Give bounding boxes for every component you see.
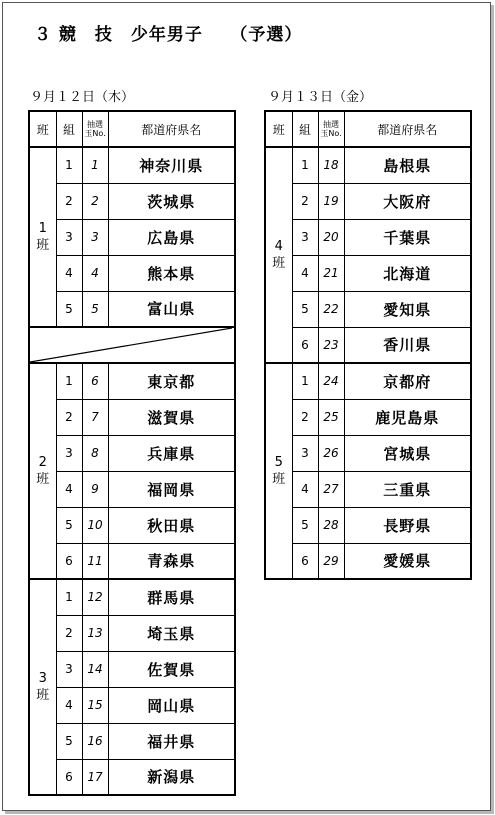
prefecture-cell: 島根県: [344, 147, 471, 183]
prefecture-cell: 青森県: [108, 543, 235, 579]
table-row: [29, 147, 235, 183]
table-header-row: [29, 111, 235, 147]
lot-number-cell: 20: [318, 219, 344, 255]
table-row: [29, 651, 235, 687]
table-row: [265, 291, 471, 327]
kumi-cell: 4: [56, 471, 82, 507]
kumi-cell: 5: [56, 723, 82, 759]
prefecture-cell: 兵庫県: [108, 435, 235, 471]
prefecture-cell: 佐賀県: [108, 651, 235, 687]
prefecture-cell: 福岡県: [108, 471, 235, 507]
header-kumi: 組: [56, 111, 82, 147]
kumi-cell: 3: [56, 651, 82, 687]
header-han: 班: [265, 111, 292, 147]
kumi-cell: 1: [56, 579, 82, 615]
han-cell: 2 班: [29, 363, 56, 579]
han-cell: 4 班: [265, 147, 292, 363]
lot-number-cell: 14: [82, 651, 108, 687]
lot-number-cell: 2: [82, 183, 108, 219]
table-row: [29, 363, 235, 399]
prefecture-cell: 香川県: [344, 327, 471, 363]
kumi-cell: 2: [292, 183, 318, 219]
table-row: [265, 183, 471, 219]
prefecture-cell: 秋田県: [108, 507, 235, 543]
table-row: [265, 363, 471, 399]
kumi-cell: 6: [56, 759, 82, 795]
table-row: [29, 183, 235, 219]
table-header-row: [265, 111, 471, 147]
prefecture-cell: 群馬県: [108, 579, 235, 615]
table-row: [29, 723, 235, 759]
lot-number-cell: 18: [318, 147, 344, 183]
table-row: [265, 219, 471, 255]
lot-number-cell: 29: [318, 543, 344, 579]
kumi-cell: 2: [56, 183, 82, 219]
header-prefecture: 都道府県名: [344, 111, 471, 147]
table-row: [265, 543, 471, 579]
table-row: [265, 507, 471, 543]
separator-cell: [29, 327, 235, 363]
table-row: [265, 147, 471, 183]
kumi-cell: 3: [292, 219, 318, 255]
table-row: [29, 291, 235, 327]
table-row: [265, 435, 471, 471]
lot-number-cell: 15: [82, 687, 108, 723]
kumi-cell: 2: [56, 615, 82, 651]
kumi-cell: 6: [56, 543, 82, 579]
page-title: ３ 競 技 少年男子 （予選）: [34, 25, 303, 45]
prefecture-cell: 岡山県: [108, 687, 235, 723]
kumi-cell: 4: [292, 255, 318, 291]
date-day2: ９月１３日（金）: [268, 90, 373, 105]
kumi-cell: 5: [56, 291, 82, 327]
kumi-cell: 5: [56, 507, 82, 543]
lot-number-cell: 27: [318, 471, 344, 507]
kumi-cell: 3: [292, 435, 318, 471]
lot-number-cell: 6: [82, 363, 108, 399]
separator-diagonal: [30, 328, 232, 362]
table-row: [29, 543, 235, 579]
table-row: [265, 471, 471, 507]
separator-line: [30, 328, 232, 362]
table-row: [29, 435, 235, 471]
kumi-cell: 6: [292, 543, 318, 579]
lot-number-cell: 10: [82, 507, 108, 543]
table-row: [29, 579, 235, 615]
lot-number-cell: 19: [318, 183, 344, 219]
kumi-cell: 2: [292, 399, 318, 435]
lot-number-cell: 11: [82, 543, 108, 579]
table-row: [29, 759, 235, 795]
kumi-cell: 1: [56, 147, 82, 183]
header-kumi: 組: [292, 111, 318, 147]
lot-number-cell: 23: [318, 327, 344, 363]
prefecture-cell: 三重県: [344, 471, 471, 507]
lot-number-cell: 24: [318, 363, 344, 399]
prefecture-cell: 宮城県: [344, 435, 471, 471]
prefecture-cell: 東京都: [108, 363, 235, 399]
lot-number-cell: 1: [82, 147, 108, 183]
kumi-cell: 6: [292, 327, 318, 363]
lot-number-cell: 26: [318, 435, 344, 471]
prefecture-cell: 長野県: [344, 507, 471, 543]
kumi-cell: 5: [292, 507, 318, 543]
lot-number-cell: 4: [82, 255, 108, 291]
prefecture-cell: 広島県: [108, 219, 235, 255]
kumi-cell: 1: [56, 363, 82, 399]
prefecture-cell: 埼玉県: [108, 615, 235, 651]
prefecture-cell: 大阪府: [344, 183, 471, 219]
kumi-cell: 1: [292, 147, 318, 183]
schedule-table-day2: [264, 110, 472, 580]
table-row: [29, 471, 235, 507]
lot-number-cell: 25: [318, 399, 344, 435]
prefecture-cell: 千葉県: [344, 219, 471, 255]
prefecture-cell: 愛媛県: [344, 543, 471, 579]
table-row: [265, 399, 471, 435]
header-lot-no: [318, 111, 344, 147]
prefecture-cell: 新潟県: [108, 759, 235, 795]
prefecture-cell: 鹿児島県: [344, 399, 471, 435]
prefecture-cell: 茨城県: [108, 183, 235, 219]
han-cell: 1 班: [29, 147, 56, 327]
prefecture-cell: 熊本県: [108, 255, 235, 291]
han-cell: 3 班: [29, 579, 56, 795]
lot-number-cell: 16: [82, 723, 108, 759]
lot-number-cell: 9: [82, 471, 108, 507]
lot-number-cell: 22: [318, 291, 344, 327]
kumi-cell: 4: [292, 471, 318, 507]
prefecture-cell: 京都府: [344, 363, 471, 399]
lot-number-cell: 8: [82, 435, 108, 471]
table-row: [265, 255, 471, 291]
lot-number-cell: 3: [82, 219, 108, 255]
lot-number-cell: 12: [82, 579, 108, 615]
kumi-cell: 1: [292, 363, 318, 399]
table-row: [29, 615, 235, 651]
han-cell: 5 班: [265, 363, 292, 579]
prefecture-cell: 北海道: [344, 255, 471, 291]
header-lot-bottom: 玉No.: [320, 129, 342, 138]
header-lot-bottom: 玉No.: [84, 129, 106, 138]
table-row: [29, 687, 235, 723]
lot-number-cell: 5: [82, 291, 108, 327]
header-lot-top: 抽選: [323, 120, 339, 129]
prefecture-cell: 愛知県: [344, 291, 471, 327]
lot-number-cell: 7: [82, 399, 108, 435]
separator-row: [29, 327, 235, 363]
header-han: 班: [29, 111, 56, 147]
lot-number-cell: 21: [318, 255, 344, 291]
prefecture-cell: 福井県: [108, 723, 235, 759]
table-row: [29, 507, 235, 543]
header-lot-no: [82, 111, 108, 147]
kumi-cell: 4: [56, 687, 82, 723]
prefecture-cell: 神奈川県: [108, 147, 235, 183]
kumi-cell: 2: [56, 399, 82, 435]
prefecture-cell: 滋賀県: [108, 399, 235, 435]
date-day1: ９月１２日（木）: [30, 90, 135, 105]
lot-number-cell: 17: [82, 759, 108, 795]
lot-number-cell: 13: [82, 615, 108, 651]
schedule-table-day1: [28, 110, 236, 796]
lot-number-cell: 28: [318, 507, 344, 543]
kumi-cell: 3: [56, 435, 82, 471]
kumi-cell: 3: [56, 219, 82, 255]
table-row: [29, 255, 235, 291]
table-row: [29, 219, 235, 255]
prefecture-cell: 富山県: [108, 291, 235, 327]
table-row: [29, 399, 235, 435]
header-lot-top: 抽選: [87, 120, 103, 129]
table-row: [265, 327, 471, 363]
kumi-cell: 5: [292, 291, 318, 327]
kumi-cell: 4: [56, 255, 82, 291]
header-prefecture: 都道府県名: [108, 111, 235, 147]
